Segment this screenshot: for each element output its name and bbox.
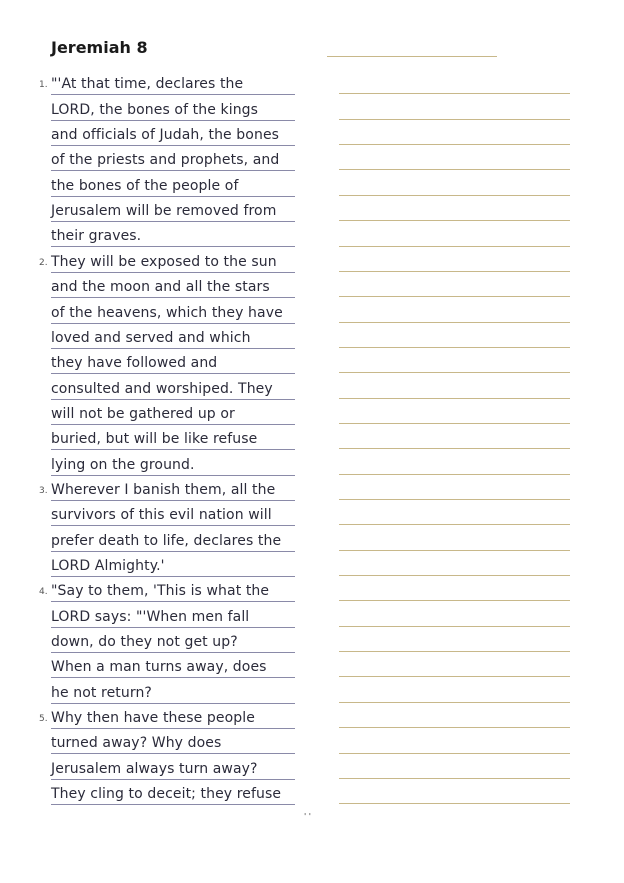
writing-line <box>339 169 570 170</box>
verse-text: Jerusalem always turn away? <box>51 760 258 777</box>
verse-text: prefer death to life, declares the <box>51 532 282 549</box>
verse-number: 2. <box>39 257 48 268</box>
verse-text: LORD says: "'When men fall <box>51 608 250 625</box>
verse-line <box>51 348 295 374</box>
verse-text: loved and served and which <box>51 329 251 346</box>
verse-text: Why then have these people <box>51 710 255 727</box>
writing-line <box>339 727 570 728</box>
writing-line <box>339 702 570 703</box>
writing-line <box>339 524 570 525</box>
verse-line <box>51 399 295 425</box>
writing-line <box>339 195 570 196</box>
page-title: Jeremiah 8 <box>51 38 148 57</box>
verse-text: and officials of Judah, the bones <box>51 127 280 144</box>
verse-line <box>51 297 295 323</box>
verse-line <box>39 703 295 729</box>
writing-line <box>339 499 570 500</box>
page-mark: ' ' <box>304 812 311 821</box>
writing-line <box>339 753 570 754</box>
verse-line <box>51 170 295 196</box>
verse-text: he not return? <box>51 684 152 701</box>
verse-text: LORD, the bones of the kings <box>51 101 259 118</box>
writing-line <box>339 296 570 297</box>
verse-line <box>39 576 295 602</box>
verse-text: They will be exposed to the sun <box>51 253 277 270</box>
writing-line <box>339 423 570 424</box>
writing-line <box>339 778 570 779</box>
verse-number: 4. <box>39 587 48 598</box>
verse-text: of the priests and prophets, and <box>51 152 280 169</box>
writing-line <box>339 347 570 348</box>
verse-line <box>51 627 295 653</box>
verse-line <box>51 221 295 247</box>
writing-line <box>339 676 570 677</box>
writing-line <box>339 220 570 221</box>
verse-line <box>51 424 295 450</box>
verse-text: Wherever I banish them, all the <box>51 481 276 498</box>
verse-line <box>39 69 295 95</box>
verse-line <box>51 373 295 399</box>
verse-line <box>51 323 295 349</box>
verse-text: the bones of the people of <box>51 177 239 194</box>
verse-line <box>51 728 295 754</box>
writing-line <box>339 246 570 247</box>
verse-line <box>51 525 295 551</box>
verse-line <box>51 652 295 678</box>
writing-line <box>339 474 570 475</box>
writing-line <box>339 600 570 601</box>
verse-number: 1. <box>39 80 48 91</box>
writing-line <box>339 271 570 272</box>
writing-line <box>339 93 570 94</box>
writing-line <box>339 550 570 551</box>
verse-text: "'At that time, declares the <box>51 76 244 93</box>
verse-text: down, do they not get up? <box>51 634 238 651</box>
writing-line <box>339 372 570 373</box>
verse-line <box>51 753 295 779</box>
verse-text: turned away? Why does <box>51 735 222 752</box>
writing-line <box>339 651 570 652</box>
verse-number: 3. <box>39 485 48 496</box>
verse-line <box>51 779 295 805</box>
verse-text: and the moon and all the stars <box>51 279 270 296</box>
writing-line <box>339 803 570 804</box>
verse-number: 5. <box>39 714 48 725</box>
writing-line <box>339 398 570 399</box>
verse-line <box>51 601 295 627</box>
verse-line <box>51 145 295 171</box>
verse-line <box>51 94 295 120</box>
verse-text: When a man turns away, does <box>51 659 267 676</box>
verse-text: They cling to deceit; they refuse <box>51 786 282 803</box>
verse-line <box>39 475 295 501</box>
verse-line <box>39 246 295 272</box>
writing-line <box>339 119 570 120</box>
verse-line <box>51 677 295 703</box>
verse-text: they have followed and <box>51 355 218 372</box>
verse-line <box>51 449 295 475</box>
verse-text: consulted and worshiped. They <box>51 380 273 397</box>
verse-text: buried, but will be like refuse <box>51 431 258 448</box>
verse-line <box>51 272 295 298</box>
verse-line <box>51 500 295 526</box>
verse-text: "Say to them, 'This is what the <box>51 583 270 600</box>
writing-line <box>339 575 570 576</box>
verse-text: of the heavens, which they have <box>51 304 283 321</box>
verse-text: their graves. <box>51 228 142 245</box>
verse-text: survivors of this evil nation will <box>51 507 272 524</box>
writing-line <box>339 448 570 449</box>
writing-line <box>339 626 570 627</box>
writing-line <box>339 322 570 323</box>
verse-line <box>51 196 295 222</box>
verse-text: lying on the ground. <box>51 456 195 473</box>
verse-text: Jerusalem will be removed from <box>51 203 277 220</box>
writing-line <box>339 144 570 145</box>
verse-text: will not be gathered up or <box>51 405 235 422</box>
verse-line <box>51 120 295 146</box>
verse-line <box>51 551 295 577</box>
verse-text: LORD Almighty.' <box>51 558 165 575</box>
title-writing-line <box>327 56 497 57</box>
